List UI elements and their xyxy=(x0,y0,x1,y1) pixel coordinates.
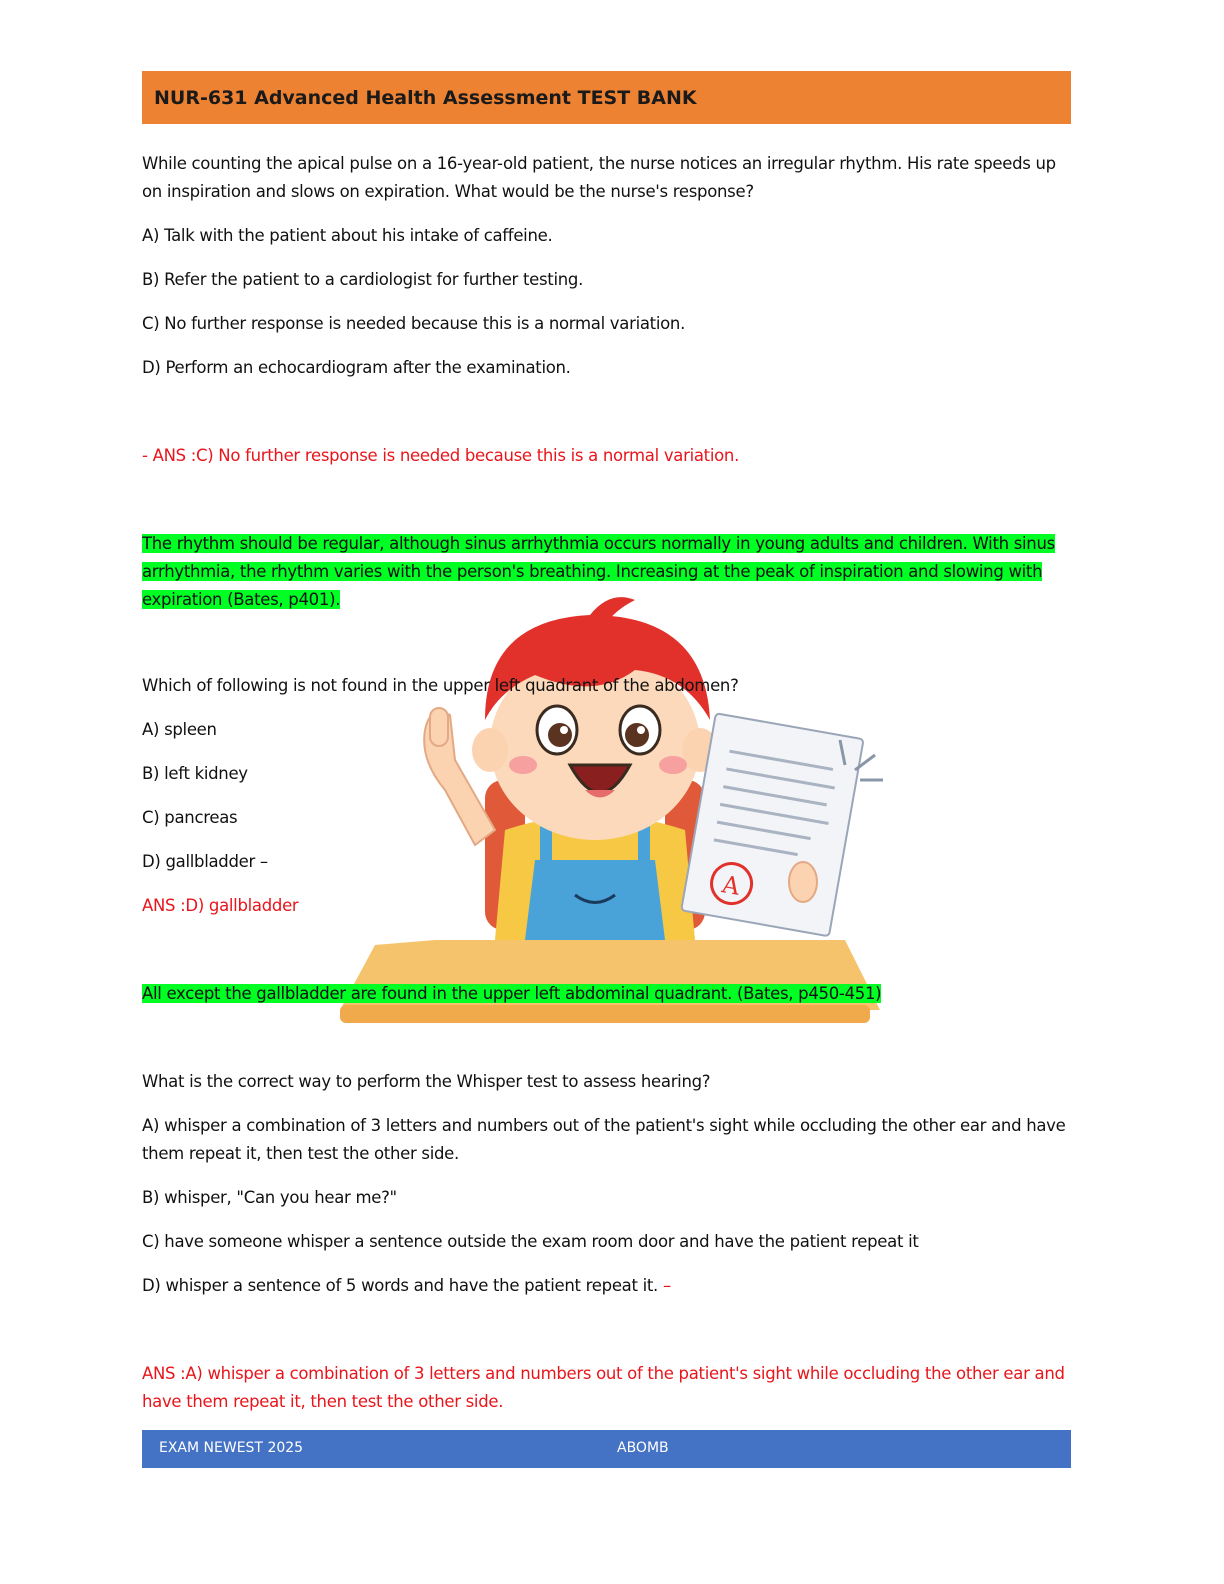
question-3-option-d-dash: – xyxy=(658,1276,671,1295)
question-1-rationale-text: The rhythm should be regular, although sinus arrhythmia occurs normally in young adults and children. With sinus arrhythmia, the rhythm varies with the person's breathing. Increasing at the peak of inspiration and slowing with expiration (Bates, p401). xyxy=(142,534,1055,609)
question-2-option-b: B) left kidney xyxy=(142,764,248,783)
question-3-option-c: C) have someone whisper a sentence outside the exam room door and have the patient repeat it xyxy=(142,1232,919,1251)
question-2-rationale-text: All except the gallbladder are found in the upper left abdominal quadrant. (Bates, p450-451) xyxy=(142,984,882,1003)
question-1-rationale xyxy=(142,530,1071,614)
question-3-option-d xyxy=(142,1272,1071,1300)
document-footer xyxy=(142,1430,1071,1468)
question-1-option-d: D) Perform an echocardiogram after the examination. xyxy=(142,358,571,377)
question-3-answer: ANS :A) whisper a combination of 3 letters and numbers out of the patient's sight while occluding the other ear and have them repeat it, then test the other side. xyxy=(142,1364,1065,1411)
question-2-option-c: C) pancreas xyxy=(142,808,238,827)
document-header xyxy=(142,71,1071,124)
question-2-answer: ANS :D) gallbladder xyxy=(142,896,299,915)
question-3-stem: What is the correct way to perform the Whisper test to assess hearing? xyxy=(142,1072,711,1091)
question-3-option-d-text: D) whisper a sentence of 5 words and have the patient repeat it. xyxy=(142,1276,658,1295)
question-2-stem: Which of following is not found in the upper left quadrant of the abdomen? xyxy=(142,676,739,695)
question-2-option-d: D) gallbladder – xyxy=(142,852,268,871)
question-2-rationale xyxy=(142,980,1071,1008)
question-1-answer: - ANS :C) No further response is needed because this is a normal variation. xyxy=(142,446,740,465)
footer-left-text: EXAM NEWEST 2025 xyxy=(159,1440,304,1456)
question-3-option-a: A) whisper a combination of 3 letters and numbers out of the patient's sight while occluding the other ear and have them repeat it, then test the other side. xyxy=(142,1116,1066,1163)
grade-mark-text: A xyxy=(719,870,742,901)
question-3-option-b: B) whisper, "Can you hear me?" xyxy=(142,1188,397,1207)
document-body xyxy=(142,150,1071,1416)
question-1-option-a: A) Talk with the patient about his intake of caffeine. xyxy=(142,226,553,245)
footer-center-text: ABOMB xyxy=(617,1440,669,1456)
question-2-option-a: A) spleen xyxy=(142,720,217,739)
question-1-option-c: C) No further response is needed because this is a normal variation. xyxy=(142,314,686,333)
question-1-stem: While counting the apical pulse on a 16-year-old patient, the nurse notices an irregular rhythm. His rate speeds up on inspiration and slows on expiration. What would be the nurse's response? xyxy=(142,154,1056,201)
document-title: NUR-631 Advanced Health Assessment TEST BANK xyxy=(154,86,697,109)
question-1-option-b: B) Refer the patient to a cardiologist for further testing. xyxy=(142,270,584,289)
